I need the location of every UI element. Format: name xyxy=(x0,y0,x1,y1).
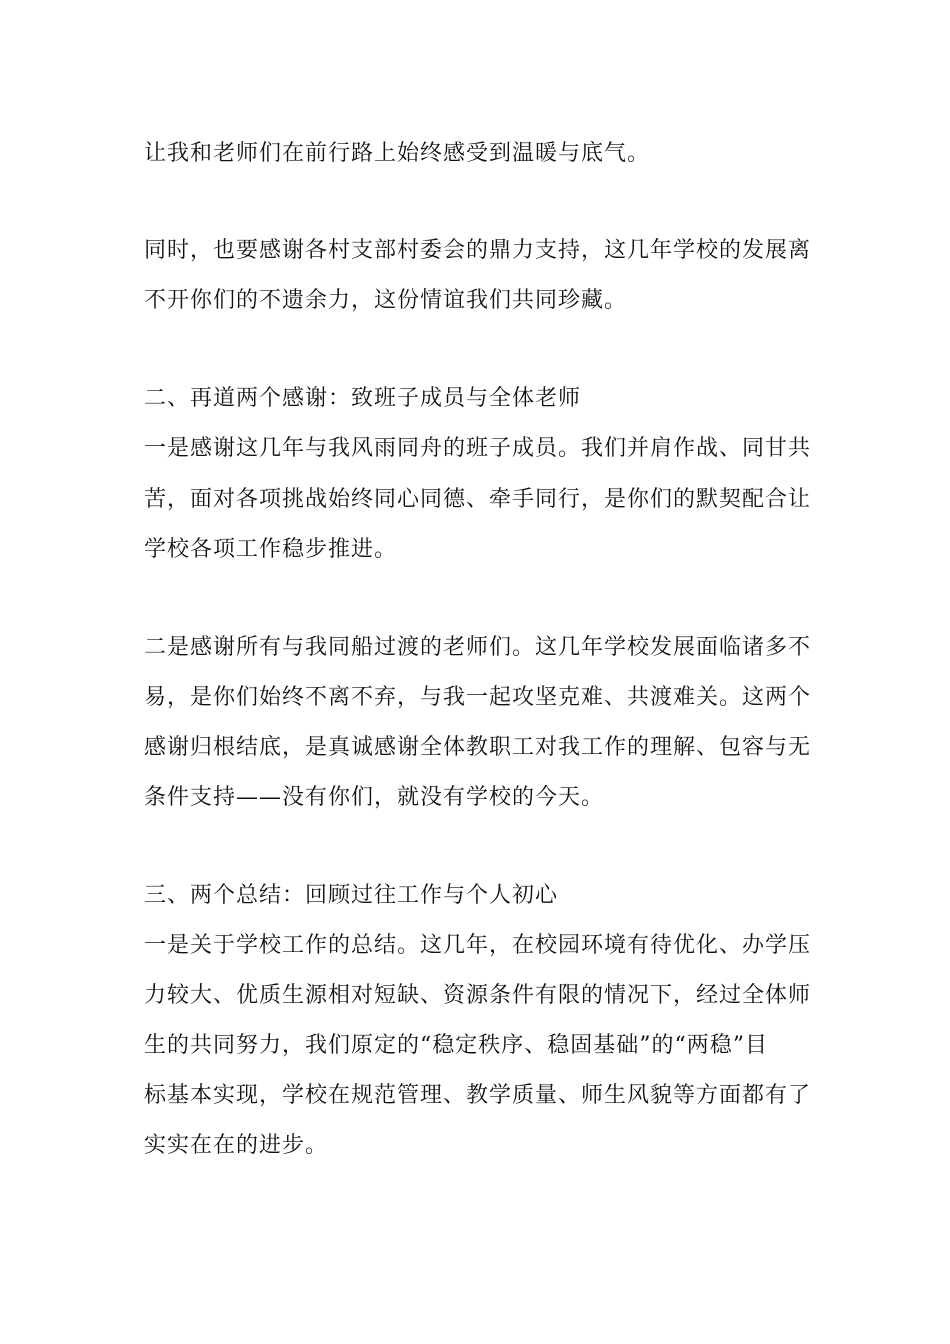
paragraph-line: 学校各项工作稳步推进。 xyxy=(144,537,398,562)
section-heading-3: 三、两个总结：回顾过往工作与个人初心 xyxy=(144,883,559,908)
paragraph-line: 力较大、优质生源相对短缺、资源条件有限的情况下，经过全体师 xyxy=(144,983,812,1008)
paragraph-line: 一是关于学校工作的总结。这几年，在校园环境有待优化、办学压 xyxy=(144,933,812,958)
paragraph-line: 不开你们的不遗余力，这份情谊我们共同珍藏。 xyxy=(144,288,628,313)
paragraph-line: 实实在在的进步。 xyxy=(144,1133,329,1158)
paragraph-line: 标基本实现，学校在规范管理、教学质量、师生风貌等方面都有了 xyxy=(144,1083,812,1108)
paragraph-line: 同时，也要感谢各村支部村委会的鼎力支持，这几年学校的发展离 xyxy=(144,238,812,263)
paragraph-line: 一是感谢这几年与我风雨同舟的班子成员。我们并肩作战、同甘共 xyxy=(144,436,812,461)
section-heading-2: 二、再道两个感谢：致班子成员与全体老师 xyxy=(144,386,582,411)
paragraph-line: 条件支持——没有你们，就没有学校的今天。 xyxy=(144,785,605,810)
paragraph-line: 苦，面对各项挑战始终同心同德、牵手同行，是你们的默契配合让 xyxy=(144,487,812,512)
paragraph-line: 易，是你们始终不离不弃，与我一起攻坚克难、共渡难关。这两个 xyxy=(144,685,812,710)
paragraph-line: 生的共同努力，我们原定的“稳定秩序、稳固基础”的“两稳”目 xyxy=(144,1033,768,1058)
paragraph-line: 让我和老师们在前行路上始终感受到温暖与底气。 xyxy=(144,141,651,166)
paragraph-line: 二是感谢所有与我同船过渡的老师们。这几年学校发展面临诸多不 xyxy=(144,635,812,660)
paragraph-line: 感谢归根结底，是真诚感谢全体教职工对我工作的理解、包容与无 xyxy=(144,735,812,760)
